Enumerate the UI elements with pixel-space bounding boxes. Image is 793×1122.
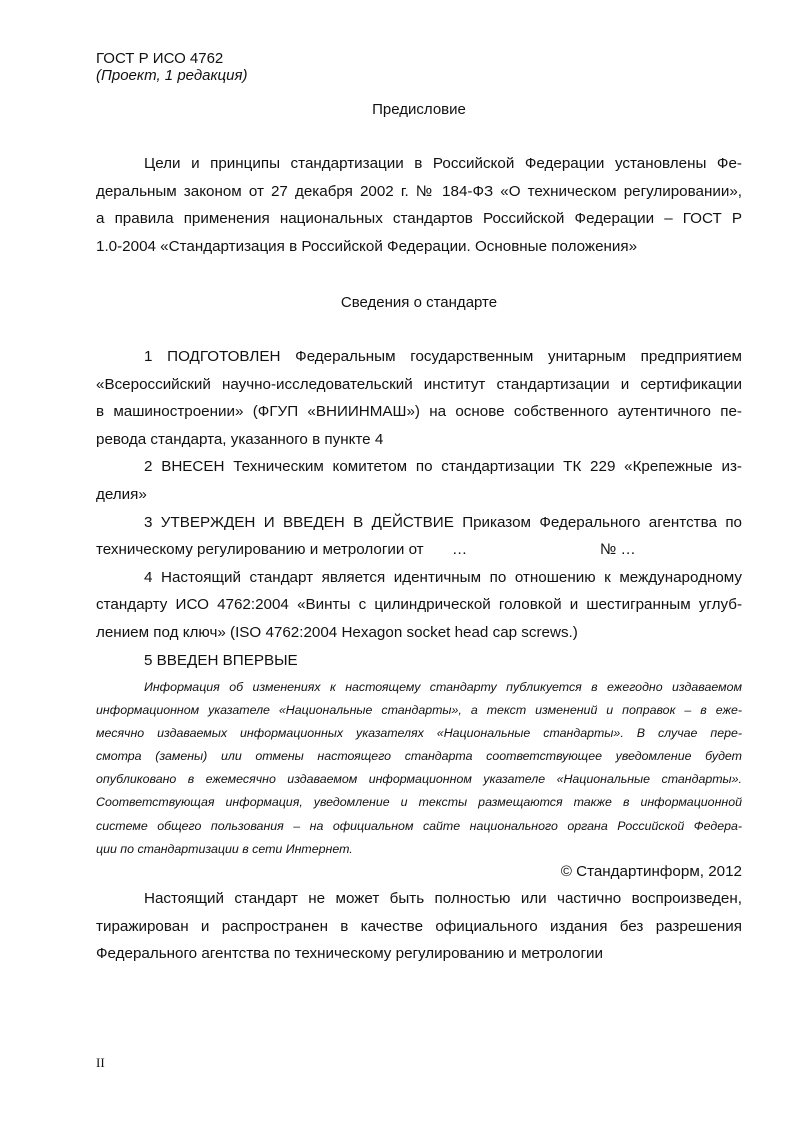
info-item-2-line: делия» xyxy=(96,485,147,503)
copyright-line: © Стандартинформ, 2012 xyxy=(560,863,742,880)
notice-line: информационном указателе «Национальные стандарты», а текст изменений и поправок – в еже- xyxy=(96,703,742,718)
page-number: II xyxy=(96,1055,105,1070)
info-item-4-line: 4 Настоящий стандарт является идентичным по отношению к международному xyxy=(144,568,742,586)
info-item-4-line: лением под ключ» (ISO 4762:2004 Hexagon socket head cap screws.) xyxy=(96,623,578,641)
change-notice xyxy=(96,676,742,861)
approval-number-placeholder: № … xyxy=(600,541,636,559)
foreword-line: Цели и принципы стандартизации в Российской Федерации установлены Фе- xyxy=(144,155,742,172)
info-section xyxy=(96,343,742,674)
reproduction-line: тиражирован и распространен в качестве официального издания без разрешения xyxy=(96,917,742,935)
foreword-line: 1.0-2004 «Стандартизация в Российской Федерации. Основные положения» xyxy=(96,237,638,255)
notice-line: системе общего пользования – на официальном сайте национального органа Российской Федера- xyxy=(96,818,742,833)
approval-text: техническому регулированию и метрологии от xyxy=(96,541,424,559)
notice-line: Информация об изменениях к настоящему стандарту публикуется в ежегодно издаваемом xyxy=(144,680,742,694)
info-item-3-line xyxy=(96,536,742,564)
info-item-1-line: 1 ПОДГОТОВЛЕН Федеральным государственным унитарным предприятием xyxy=(144,348,742,365)
standard-designation: ГОСТ Р ИСО 4762 xyxy=(96,50,224,67)
foreword-paragraph xyxy=(96,150,742,260)
reproduction-line: Федерального агентства по техническому регулированию и метрологии xyxy=(96,945,603,963)
approval-date-placeholder: … xyxy=(452,541,468,559)
notice-line: смотра (замены) или отмены настоящего стандарта соответствующее уведомление будет xyxy=(96,749,742,764)
notice-line: опубликовано в ежемесячно издаваемом информационном указателе «Национальные стандарты». xyxy=(96,772,742,787)
foreword-line: а правила применения национальных стандартов Российской Федерации – ГОСТ Р xyxy=(96,210,742,228)
info-item-2-line: 2 ВНЕСЕН Техническим комитетом по стандартизации ТК 229 «Крепежные из- xyxy=(144,458,742,476)
foreword-line: деральным законом от 27 декабря 2002 г. № 184-ФЗ «О техническом регулировании», xyxy=(96,182,742,200)
notice-line: месячно издаваемых информационных указателях «Национальные стандарты». В случае пере- xyxy=(96,726,742,741)
info-item-3-line: 3 УТВЕРЖДЕН И ВВЕДЕН В ДЕЙСТВИЕ Приказом Федерального агентства по xyxy=(144,513,742,531)
info-item-1-line: ревода стандарта, указанного в пункте 4 xyxy=(96,430,384,448)
info-item-5-line: 5 ВВЕДЕН ВПЕРВЫЕ xyxy=(144,651,298,669)
notice-line: ции по стандартизации в сети Интернет. xyxy=(96,841,353,856)
info-item-1-line: в машиностроении» (ФГУП «ВНИИНМАШ») на основе собственного аутентичного пе- xyxy=(96,403,742,421)
info-item-4-line: стандарту ИСО 4762:2004 «Винты с цилиндрической головкой и шестигранным углуб- xyxy=(96,596,742,614)
info-item-1-line: «Всероссийский научно-исследовательский институт стандартизации и сертификации xyxy=(96,375,742,393)
notice-line: Соответствующая информация, уведомление и тексты размещаются также в информационной xyxy=(96,795,742,810)
edition-note: (Проект, 1 редакция) xyxy=(96,67,248,84)
foreword-title: Предисловие xyxy=(372,101,466,118)
reproduction-line: Настоящий стандарт не может быть полностью или частично воспроизведен, xyxy=(144,890,742,907)
reproduction-paragraph xyxy=(96,885,742,968)
info-title: Сведения о стандарте xyxy=(340,294,498,311)
